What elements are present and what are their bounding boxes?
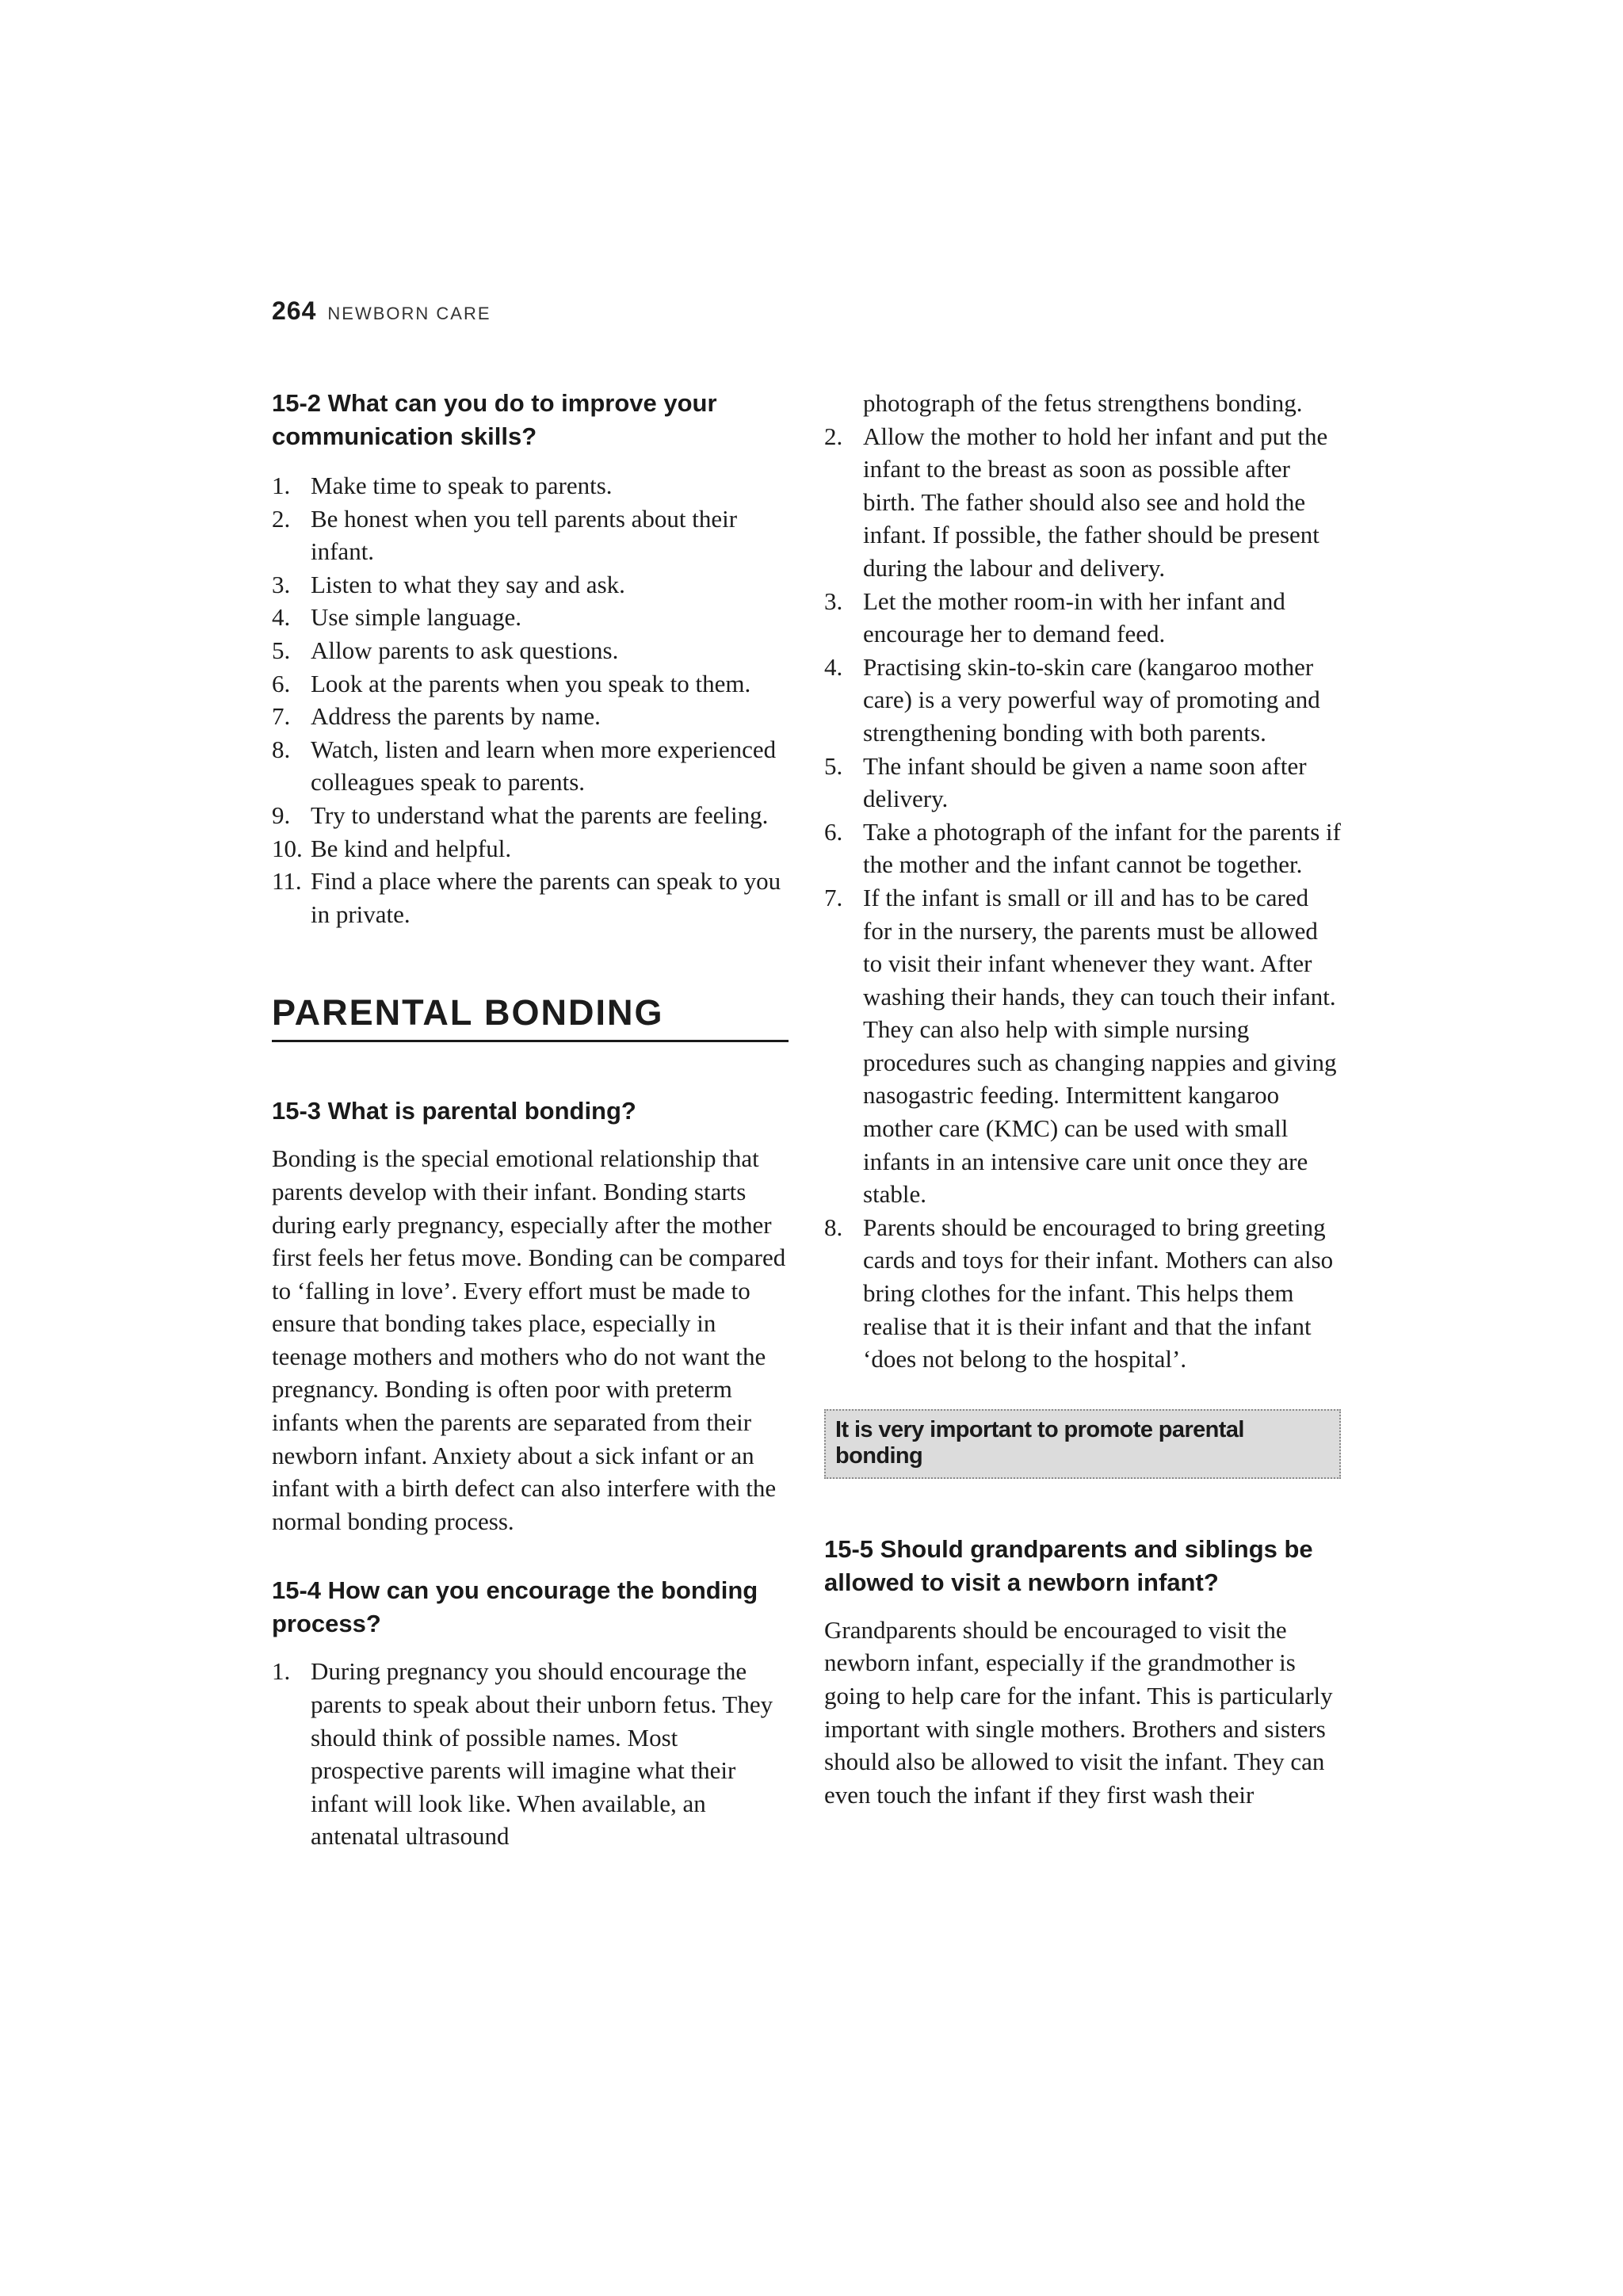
list-continuation: photograph of the fetus strengthens bonding. [863, 389, 1303, 417]
list-item: 5. The infant should be given a name soon after delivery. [824, 751, 1307, 813]
right-column [824, 387, 1341, 1811]
list-item: 2. Be honest when you tell parents about their infant. [272, 504, 738, 566]
list-item: 5. Allow parents to ask questions. [272, 636, 619, 664]
list-item: 9. Try to understand what the parents are feeling. [272, 800, 769, 829]
running-head [272, 296, 491, 326]
list-item: 4. Use simple language. [272, 603, 522, 632]
paragraph-visitors: Grandparents should be encouraged to visit the newborn infant, especially if the grandmother is going to help care for the infant. This is particularly important with single mothers. Brothers and sisters should also be allowed to visit the infant. They can even touch the infant if they first wash their [824, 1615, 1333, 1809]
running-head-section: NEWBORN CARE [327, 304, 491, 323]
list-item: 3. Listen to what they say and ask. [272, 570, 625, 598]
list-item: 4. Practising skin-to-skin care (kangaroo mother care) is a very powerful way of promoting and strengthening bonding with both parents. [824, 652, 1320, 747]
list-item: 3. Let the mother room-in with her infant and encourage her to demand feed. [824, 586, 1285, 648]
list-item: 1. Make time to speak to parents. [272, 472, 613, 499]
list-item: 11. Find a place where the parents can speak to you in private. [272, 867, 781, 928]
callout-box: It is very important to promote parental bonding [824, 1409, 1341, 1479]
list-item: 8. Parents should be encouraged to bring greeting cards and toys for their infant. Mothers can also bring clothes for the infant. This helps them realise that it is their infant and that the infant ‘does not belong to the hospital’. [824, 1213, 1334, 1373]
section-title: PARENTAL BONDING [272, 992, 789, 1042]
list-item: 2. Allow the mother to hold her infant and put the infant to the breast as soon as possible after birth. The father should also see and hold the infant. If possible, the father should be present during the labour and delivery. [824, 422, 1328, 582]
bonding-steps-list-start [272, 1655, 789, 1853]
question-heading-15-5: 15-5 Should grandparents and siblings be allowed to visit a newborn infant? [824, 1534, 1313, 1596]
list-item: 6. Take a photograph of the infant for the parents if the mother and the infant cannot be together. [824, 817, 1341, 879]
communication-skills-list [272, 469, 789, 930]
question-heading-15-3: 15-3 What is parental bonding? [272, 1097, 636, 1125]
question-heading-15-2: 15-2 What can you do to improve your communication skills? [272, 389, 717, 450]
question-heading-15-4: 15-4 How can you encourage the bonding process? [272, 1576, 758, 1638]
page-number: 264 [272, 296, 317, 325]
paragraph-bonding-definition: Bonding is the special emotional relationship that parents develop with their infant. Bonding starts during early pregnancy, especially after the mother first feels her fetus move. Bonding can be compared to ‘falling in love’. Every effort must be made to ensure that bonding takes place, especially in teenage mothers and mothers who do not want the pregnancy. Bonding is often poor with preterm infants when the parents are separated from their newborn infant. Anxiety about a sick infant or an infant with a birth defect can also interfere with the normal bonding process. [272, 1144, 786, 1535]
left-column [272, 387, 789, 1853]
bonding-steps-list [824, 420, 1341, 1376]
list-item: 1. During pregnancy you should encourage the parents to speak about their unborn fetus. They should think of possible names. Most prospective parents will imagine what their infant will look like. When available, an antenatal ultrasound [272, 1657, 773, 1851]
list-item: 7. Address the parents by name. [272, 702, 601, 731]
list-item: 8. Watch, listen and learn when more experienced colleagues speak to parents. [272, 735, 777, 797]
list-item: 10. Be kind and helpful. [272, 834, 512, 862]
list-item: 7. If the infant is small or ill and has to be cared for in the nursery, the parents must be allowed to visit their infant whenever they want. After washing their hands, they can touch their infant. They can also help with simple nursing procedures such as changing nappies and giving nasogastric feeding. Intermittent kangaroo mother care (KMC) can be used with small infants in an intensive care unit once they are stable. [824, 883, 1337, 1209]
list-item: 6. Look at the parents when you speak to them. [272, 669, 751, 697]
